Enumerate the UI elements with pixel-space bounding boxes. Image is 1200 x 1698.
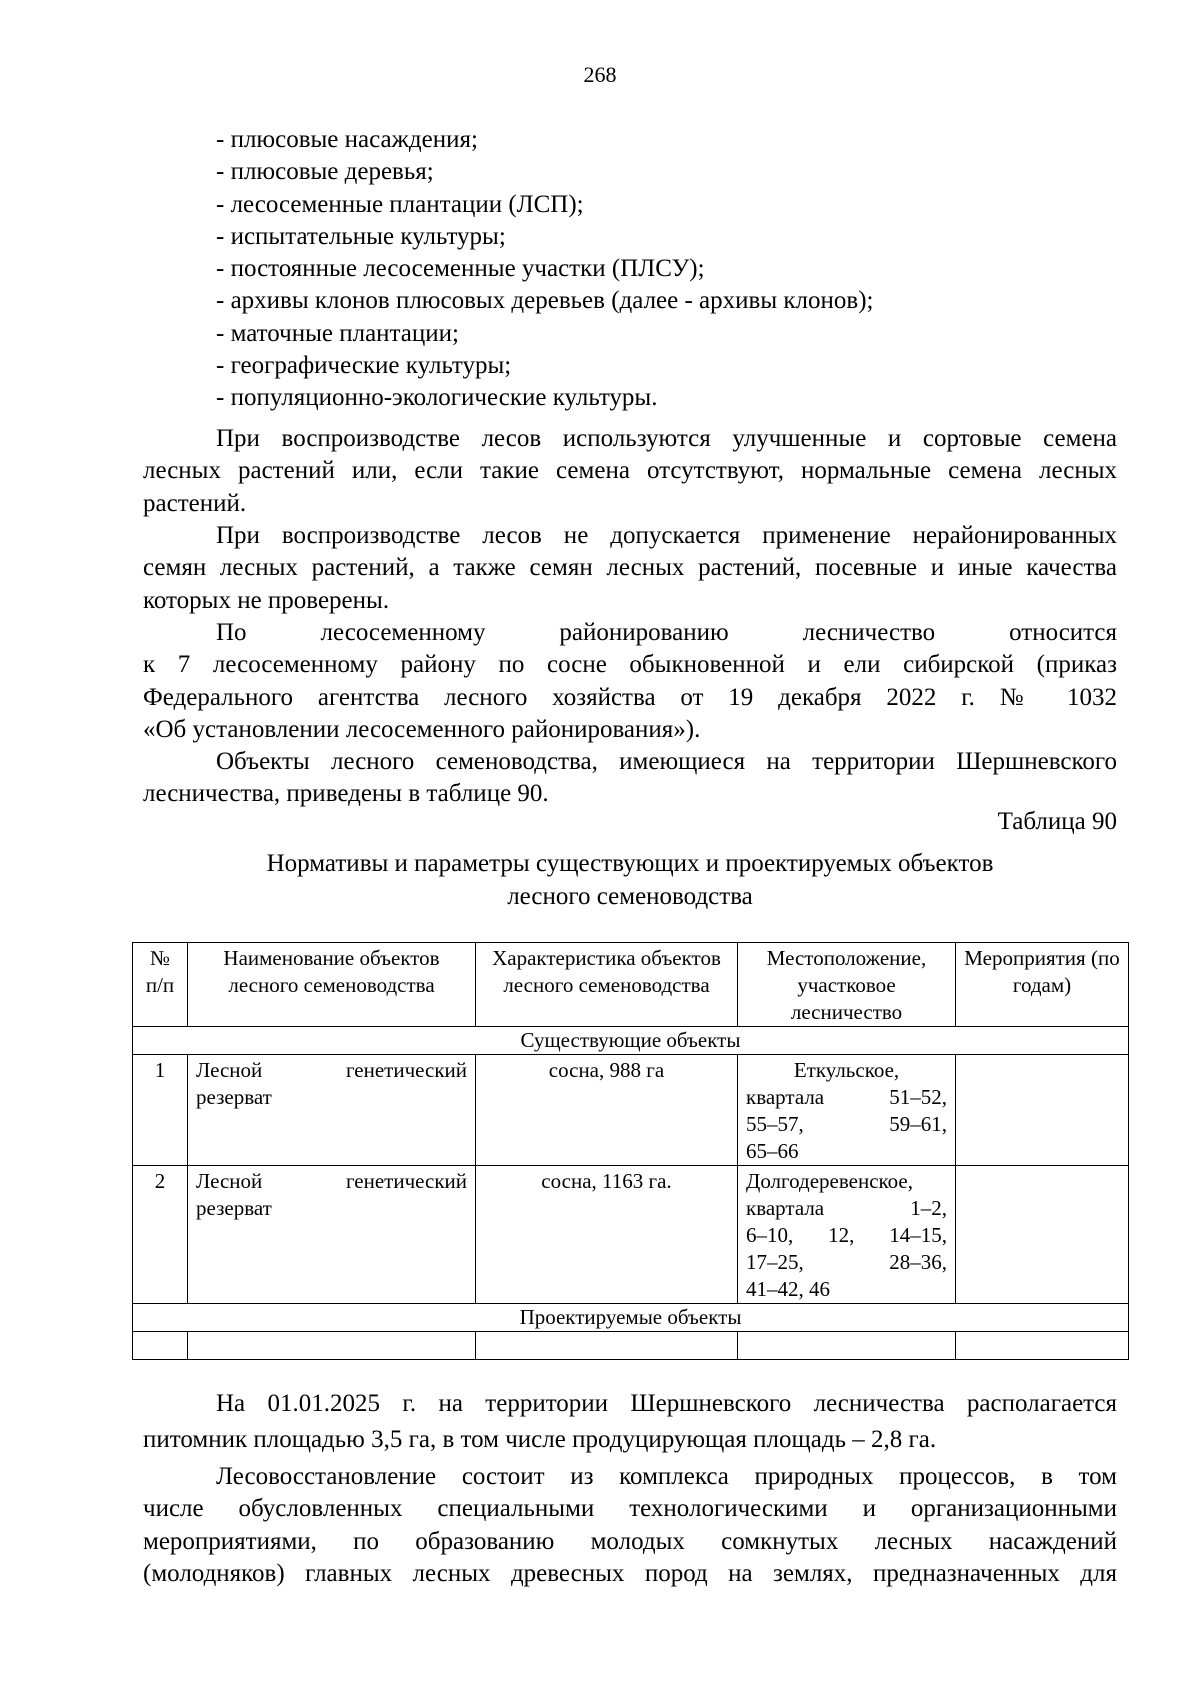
paragraph-line: На 01.01.2025 г. на территории Шершневского лесничества располагается [216,1390,1117,1417]
paragraph-line: Федерального агентства лесного хозяйства от 19 декабря 2022 г. № 1032 [143,683,1117,711]
paragraph-reforestation [143,1461,1117,1590]
section-row-existing [133,1027,1129,1055]
list-item: - популяционно-экологические культуры. [216,384,658,412]
section-row-projected [133,1304,1129,1332]
table-row [133,1166,1129,1304]
paragraph-line: числе обусловленных специальными технологическими и организационными [143,1495,1117,1523]
paragraph-zoning [143,617,1117,746]
paragraph-line: лесничества, приведены в таблице 90. [143,780,549,808]
paragraph-line: растений. [143,489,247,517]
paragraph-seeds [143,423,1117,520]
paragraph-line: При воспроизводстве лесов не допускается применение нерайонированных [216,522,1117,549]
cell-empty [738,1332,956,1360]
cell-name: Лесной генетический резерват [188,1166,476,1304]
header-number: № п/п [133,943,188,1027]
cell-characteristic: сосна, 988 га [476,1055,738,1166]
header-name: Наименование объектов лесного семеноводства [188,943,476,1027]
cell-characteristic: сосна, 1163 га. [476,1166,738,1304]
table-row-empty [133,1332,1129,1360]
paragraph-line: Лесовосстановление состоит из комплекса природных процессов, в том [216,1463,1117,1490]
cell-number: 1 [133,1055,188,1166]
bullet-list [216,124,873,415]
paragraph-prohibition [143,520,1117,617]
paragraph-nursery [143,1386,1117,1458]
cell-activities [956,1055,1129,1166]
paragraph-line: лесных растений или, если такие семена отсутствуют, нормальные семена лесных [143,457,1117,485]
list-item: - архивы клонов плюсовых деревьев (далее - архивы клонов); [216,287,874,315]
paragraph-line: мероприятиями, по образованию молодых сомкнутых лесных насаждений [143,1527,1117,1555]
cell-empty [476,1332,738,1360]
cell-location: Еткульское, квартала 51–52, 55–57, 59–61, 65–66 [738,1055,956,1166]
header-location: Местоположение, участковое лесничество [738,943,956,1027]
list-item: - географические культуры; [216,352,512,380]
seed-objects-table [132,942,1129,1360]
paragraph-line: «Об установлении лесосеменного районирования»). [143,715,701,743]
paragraph-line: Объекты лесного семеноводства, имеющиеся на территории Шершневского [216,748,1117,775]
table-row [133,1055,1129,1166]
table-title-line: Нормативы и параметры существующих и проектируемых объектов [266,850,994,877]
header-characteristic: Характеристика объектов лесного семеноводства [476,943,738,1027]
paragraph-line: которых не проверены. [143,586,390,614]
list-item: - испытательные культуры; [216,222,506,250]
page-number: 268 [583,62,617,87]
paragraph-line: По лесосеменному районированию лесничество относится [216,619,1117,646]
list-item: - постоянные лесосеменные участки (ПЛСУ); [216,255,705,283]
paragraph-line: (молодняков) главных лесных древесных пород на землях, предназначенных для [143,1559,1117,1587]
list-item: - плюсовые насаждения; [216,126,478,153]
section-label: Проектируемые объекты [133,1304,1129,1332]
cell-location: Долгодеревенское, квартала 1–2, 6–10, 12, 14–15, 17–25, 28–36, 41–42, 46 [738,1166,956,1304]
table-caption: Таблица 90 [997,808,1117,835]
cell-activities [956,1166,1129,1304]
cell-empty [956,1332,1129,1360]
paragraph-line: питомник площадью 3,5 га, в том числе продуцирующая площадь – 2,8 га. [143,1426,937,1453]
cell-number: 2 [133,1166,188,1304]
paragraph-line: семян лесных растений, а также семян лесных растений, посевные и иные качества [143,554,1117,582]
cell-name: Лесной генетический резерват [188,1055,476,1166]
list-item: - плюсовые деревья; [216,158,434,186]
table-header-row [133,943,1129,1027]
cell-empty [133,1332,188,1360]
paragraph-line: При воспроизводстве лесов используются улучшенные и сортовые семена [216,425,1117,452]
paragraph-line: к 7 лесосеменному району по сосне обыкновенной и ели сибирской (приказ [143,651,1117,679]
list-item: - маточные плантации; [216,319,459,347]
paragraph-objects [143,746,1117,811]
cell-empty [188,1332,476,1360]
table-title [143,847,1117,913]
section-label: Существующие объекты [133,1027,1129,1055]
header-activities: Мероприятия (по годам) [956,943,1129,1027]
table-title-line: лесного семеноводства [507,883,753,910]
list-item: - лесосеменные плантации (ЛСП); [216,190,584,218]
